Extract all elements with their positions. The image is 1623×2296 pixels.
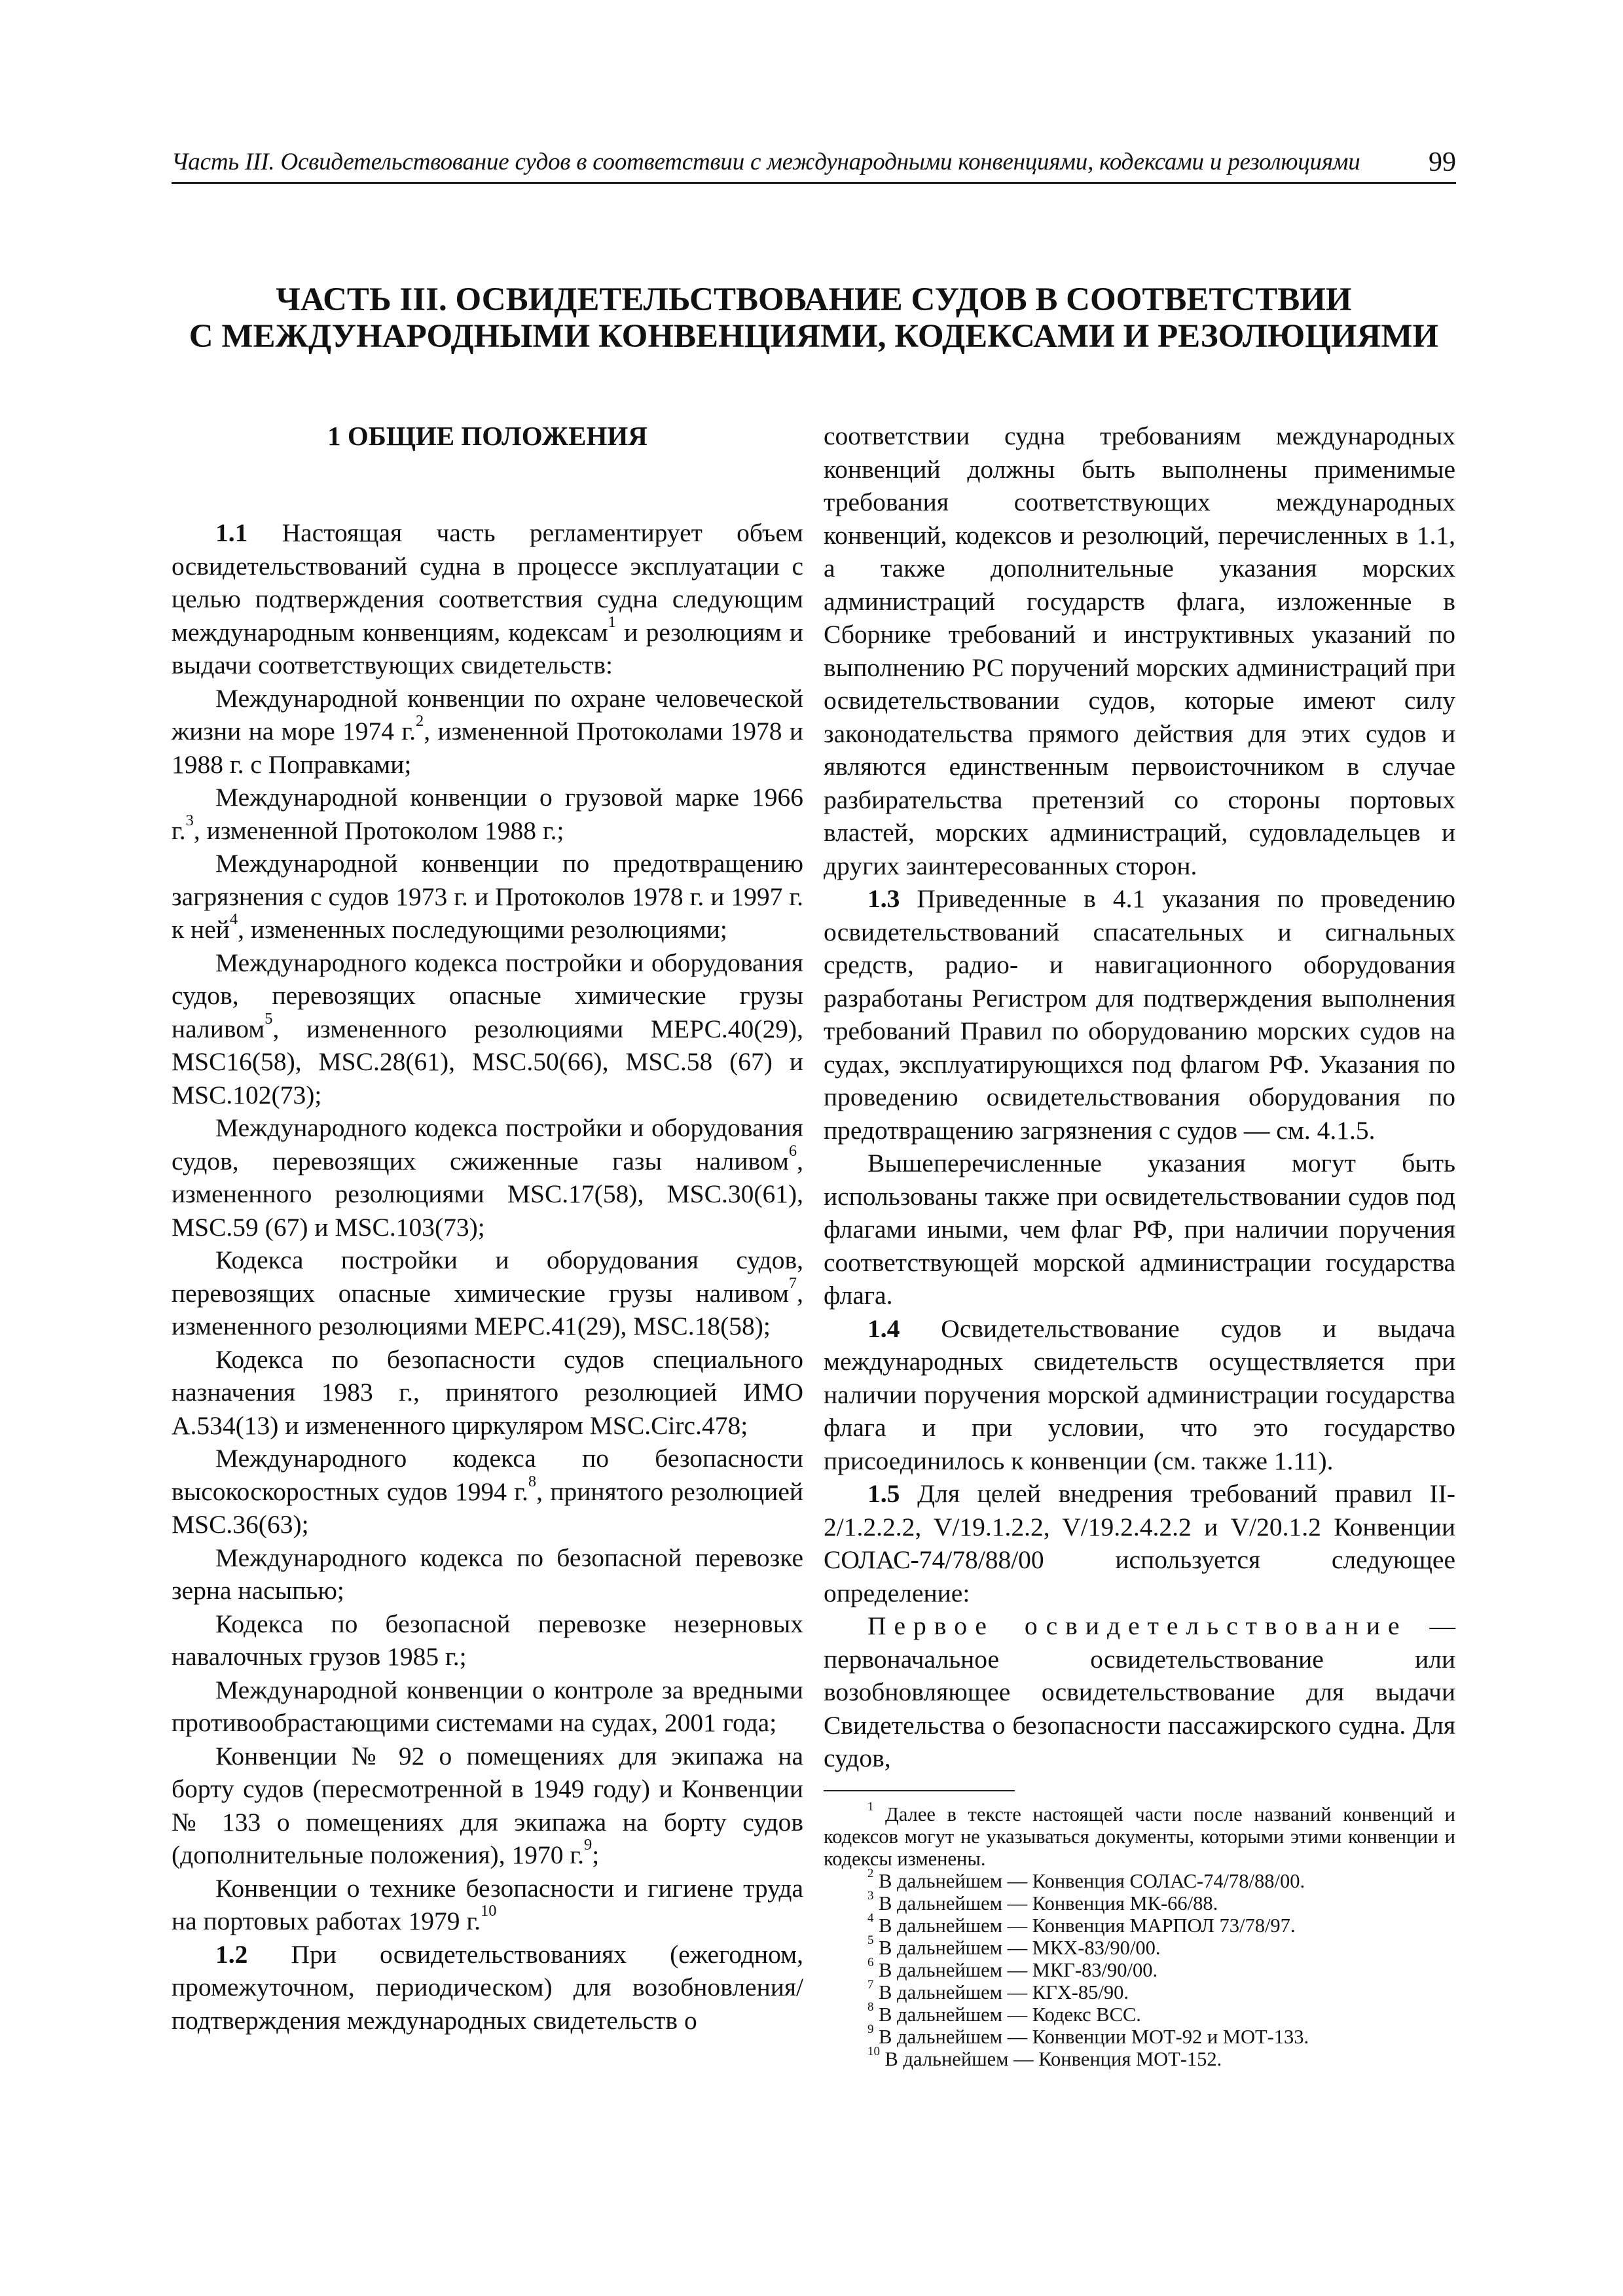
- section-heading: 1 ОБЩИЕ ПОЛОЖЕНИЯ: [327, 421, 647, 451]
- footnote: [824, 1888, 1455, 1914]
- paragraph-1-3: [824, 882, 1455, 1147]
- clause-text: Для целей внедрения требований правил II-2/1.2.2.2, V/19.1.2.2, V/19.2.4.2.2 и V/20.1.2 Конвенции СОЛАС-74/78/88/00 используется следующее определение:: [824, 1479, 1455, 1607]
- footnote: [824, 1799, 1455, 1870]
- footnote-ref: 3: [185, 811, 194, 829]
- list-item-text: Международного кодекса постройки и оборудования судов, перевозящих опасные химические грузы наливом: [172, 948, 803, 1043]
- footnote-text: В дальнейшем — Кодекс ВСС.: [873, 2003, 1141, 2026]
- list-item: Кодекса по безопасности судов специального назначения 1983 г., принятого резолюцией ИМО А.534(13) и измененного циркуляром MSC.Circ.478;: [172, 1344, 803, 1440]
- list-item-text: , измененного резолюциями МЕРС.40(29), MSC16(58), MSC.28(61), MSC.50(66), MSC.58 (67) и MSC.102(73);: [172, 1014, 803, 1109]
- footnote-text: В дальнейшем — МКГ-83/90/00.: [873, 1959, 1158, 1981]
- list-item: Кодекса по безопасной перевозке незерновых навалочных грузов 1985 г.;: [172, 1609, 803, 1671]
- footnote-mark: 6: [867, 1955, 874, 1969]
- list-item-text: , измененных последующими резолюциями;: [238, 915, 727, 944]
- paragraph: Вышеперечисленные указания могут быть использованы также при освидетельствовании судов под флагами иными, чем флаг РФ, при наличии поручения соответствующей морской администрации государства флага.: [824, 1149, 1455, 1310]
- footnote-mark: 7: [867, 1977, 874, 1992]
- clause-number: 1.3: [867, 884, 900, 913]
- definition-term: Первое освидетельствование: [867, 1611, 1408, 1640]
- list-item: [172, 946, 803, 1112]
- footnote-ref: 5: [264, 1009, 273, 1028]
- list-item-text: Международного кодекса постройки и оборудования судов, перевозящих сжиженные газы наливом: [172, 1113, 803, 1175]
- clause-text: Настоящая часть регламентирует объем освидетельствований судна в процессе эксплуатации с целью подтверждения соответствия судна следующим международным конвенциям, кодексам: [172, 518, 803, 647]
- footnote-text: В дальнейшем — КГХ-85/90.: [873, 1981, 1129, 2003]
- right-column: [824, 420, 1455, 1775]
- footnote-mark: 3: [867, 1888, 874, 1903]
- footnote-ref: 8: [528, 1472, 537, 1490]
- list-item-text: , принятого резолюцией MSC.36(63);: [172, 1477, 803, 1539]
- footnote: [824, 1955, 1455, 1981]
- footnotes: [824, 1799, 1455, 2070]
- clause-text: и резолюциям и выдачи соответствующих свидетельств:: [172, 617, 803, 679]
- list-item-text: , измененной Протоколом 1988 г.;: [193, 816, 564, 845]
- footnote-ref: 4: [229, 910, 238, 929]
- list-item-text: , измененной Протоколами 1978 и 1988 г. с Поправками;: [172, 717, 803, 779]
- list-item: [172, 1111, 803, 1244]
- running-header: [172, 145, 1456, 184]
- footnote: [824, 1977, 1455, 2003]
- footnote: [824, 1866, 1455, 1892]
- footnote-text: В дальнейшем — Конвенции МОТ-92 и МОТ-133.: [873, 2026, 1309, 2048]
- part-title-line-1: ЧАСТЬ III. ОСВИДЕТЕЛЬСТВОВАНИЕ СУДОВ В СООТВЕТСТВИИ: [276, 281, 1352, 318]
- footnote-text: В дальнейшем — Конвенция МОТ-152.: [879, 2048, 1222, 2070]
- footnote: [824, 2044, 1455, 2070]
- paragraph-1-2: [172, 1938, 803, 2037]
- footnote-text: В дальнейшем — Конвенция МК-66/88.: [873, 1892, 1218, 1914]
- footnote-mark: 10: [867, 2044, 880, 2058]
- clause-number: 1.2: [215, 1939, 248, 1969]
- list-item-text: Международной конвенции по предотвращению загрязнения с судов 1973 г. и Протоколов 1978 г. и 1997 г. к ней: [172, 849, 803, 944]
- list-item: Международной конвенции о контроле за вредными противообрастающими системами на судах, 2001 года;: [172, 1675, 803, 1737]
- list-item: [172, 781, 803, 847]
- list-item: [172, 1244, 803, 1343]
- footnote-separator: [824, 1790, 1015, 1791]
- definition-text: — первоначальное освидетельствование или возобновляющее освидетельствование для выдачи Свидетельства о безопасности пассажирского судна. Для судов,: [824, 1611, 1455, 1772]
- footnote-ref: 9: [583, 1836, 593, 1854]
- clause-number: 1.1: [215, 518, 248, 547]
- paragraph-1-5: [824, 1477, 1455, 1609]
- list-item-text: Кодекса постройки и оборудования судов, перевозящих опасные химические грузы наливом: [172, 1246, 803, 1308]
- list-item-text: Международной конвенции по охране человеческой жизни на море 1974 г.: [172, 683, 803, 745]
- clause-text: Освидетельствование судов и выдача международных свидетельств осуществляется при наличии поручения морской администрации государства флага и при условии, что это государство присоединилось к конвенции (см. также 1.11).: [824, 1314, 1455, 1475]
- list-item-text: , измененного резолюциями МЕРС.41(29), MSC.18(58);: [172, 1278, 803, 1340]
- footnote: [824, 1910, 1455, 1937]
- footnote-ref: 10: [480, 1902, 497, 1920]
- footnote-mark: 2: [867, 1866, 874, 1880]
- running-title: Часть III. Освидетельствование судов в соответствии с международными конвенциями, кодексами и резолюциями: [172, 149, 1360, 175]
- footnote-mark: 4: [867, 1910, 874, 1925]
- footnote-ref: 6: [788, 1141, 797, 1160]
- footnote-mark: 5: [867, 1933, 874, 1947]
- footnote-text: В дальнейшем — МКХ-83/90/00.: [873, 1937, 1161, 1959]
- definition-paragraph: [824, 1609, 1455, 1775]
- clause-text: Приведенные в 4.1 указания по проведению освидетельствований спасательных и сигнальных средств, радио- и навигационного оборудования разработаны Регистром для подтверждения выполнения требований Правил по оборудованию морских судов на судах, эксплуатирующихся под флагом РФ. Указания по проведению освидетельствования оборудования по предотвращению загрязнения с судов — см. 4.1.5.: [824, 884, 1455, 1145]
- footnote-ref: 2: [416, 712, 424, 730]
- footnote: [824, 2000, 1455, 2026]
- list-item: [172, 1740, 803, 1872]
- list-item: [172, 1872, 803, 1938]
- list-item-text: Международного кодекса по безопасности высокоскоростных судов 1994 г.: [172, 1444, 803, 1506]
- footnote-text: В дальнейшем — Конвенция МАРПОЛ 73/78/97.: [873, 1914, 1296, 1937]
- paragraph-continuation: соответствии судна требованиям международных конвенций должны быть выполнены применимые требования соответствующих международных конвенций, кодексов и резолюций, перечисленных в 1.1, а также дополнительные указания морских администраций государств флага, изложенные в Сборнике требований и инструктивных указаний по выполнению РС поручений морских администраций при освидетельствовании судов, которые имеют силу законодательства прямого действия для этих судов и являются единственным первоисточником в случае разбирательства претензий со стороны портовых властей, морских администраций, судовладельцев и других заинтересованных сторон.: [824, 422, 1455, 880]
- footnote-mark: 9: [867, 2022, 874, 2036]
- footnote-mark: 1: [867, 1799, 874, 1814]
- footnote-text: Далее в тексте настоящей части после названий конвенций и кодексов могут не указываться документы, которыми этими конвенции и кодексы изменены.: [824, 1803, 1455, 1870]
- left-column: [172, 516, 803, 2037]
- paragraph-1-1: [172, 516, 803, 682]
- clause-number: 1.5: [867, 1479, 900, 1508]
- part-title-line-2: С МЕЖДУНАРОДНЫМИ КОНВЕНЦИЯМИ, КОДЕКСАМИ И РЕЗОЛЮЦИЯМИ: [189, 318, 1439, 355]
- footnote-text: В дальнейшем — Конвенция СОЛАС-74/78/88/00.: [873, 1870, 1305, 1892]
- list-item: Международного кодекса по безопасной перевозке зерна насыпью;: [172, 1543, 803, 1605]
- list-item-text: Конвенции о технике безопасности и гигиене труда на портовых работах 1979 г.: [172, 1873, 803, 1935]
- list-item-text: Конвенции № 92 о помещениях для экипажа на борту судов (пересмотренной в 1949 году) и Конвенции № 133 о помещениях для экипажа на борту судов (дополнительные положения), 1970 г.: [172, 1741, 803, 1869]
- list-item: [172, 1442, 803, 1541]
- footnote: [824, 2022, 1455, 2048]
- clause-number: 1.4: [867, 1314, 900, 1343]
- list-item: [172, 847, 803, 946]
- list-item-text: , измененного резолюциями MSC.17(58), MSC.30(61), MSC.59 (67) и MSC.103(73);: [172, 1146, 803, 1242]
- list-item: [172, 682, 803, 781]
- list-item-text: Международной конвенции о грузовой марке 1966 г.: [172, 783, 803, 845]
- footnote: [824, 1933, 1455, 1959]
- page-number: 99: [1429, 147, 1456, 177]
- list-item-text: ;: [592, 1840, 600, 1869]
- part-title: [172, 281, 1456, 355]
- paragraph-1-4: [824, 1312, 1455, 1478]
- clause-text: При освидетельствованиях (ежегодном, промежуточном, периодическом) для возобновления/подтверждения международных свидетельств о: [172, 1939, 803, 2035]
- footnote-ref: 7: [788, 1274, 797, 1292]
- footnote-mark: 8: [867, 2000, 874, 2014]
- footnote-ref: 1: [608, 613, 616, 631]
